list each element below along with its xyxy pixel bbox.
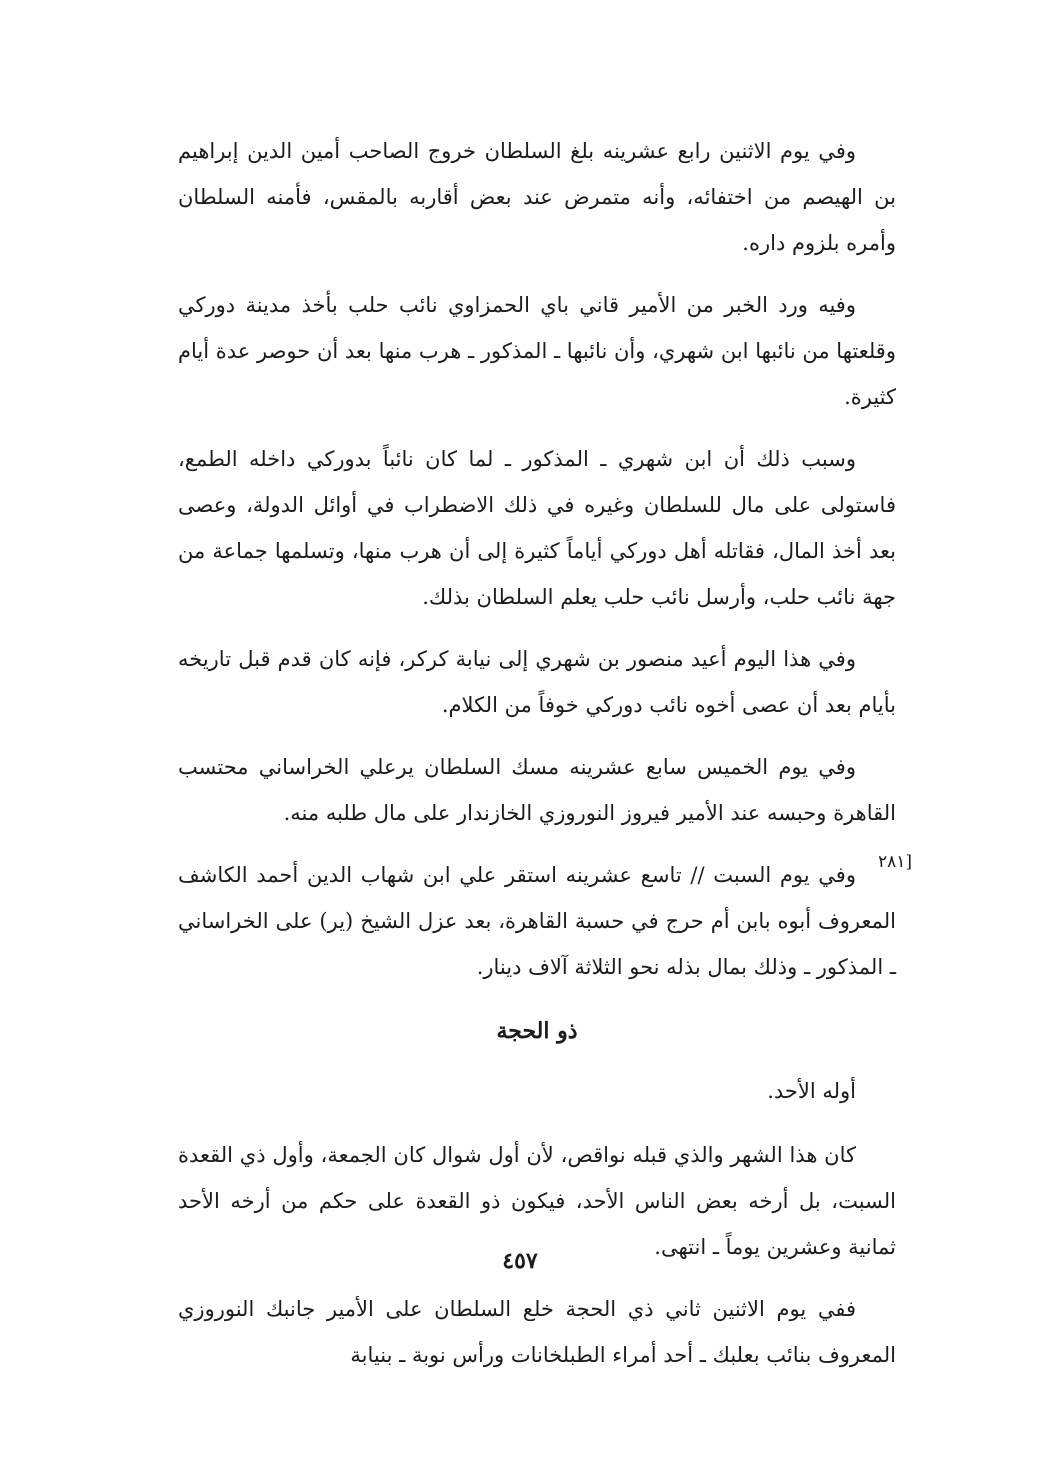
margin-reference: [٢٨١ [877, 852, 912, 872]
paragraph-5: وفي يوم الخميس سابع عشرينه مسك السلطان يرعلي الخراساني محتسب القاهرة وحبسه عند الأمير فيروز النوروزي الخازندار على مال طلبه منه. [178, 755, 896, 825]
paragraph-1: وفي يوم الاثنين رابع عشرينه بلغ السلطان خروج الصاحب أمين الدين إبراهيم بن الهيصم من اختفائه، وأنه متمرض عند بعض أقاربه بالمقس، فأمنه السلطان وأمره بلزوم داره. [178, 139, 897, 255]
section-heading: ذو الحجة [496, 1018, 578, 1044]
paragraph-7: كان هذا الشهر والذي قبله نواقص، لأن أول شوال كان الجمعة، وأول ذي القعدة السبت، بل أرخه بعض الناس الأحد، فيكون ذو القعدة على حكم من أرخه الأحد ثمانية وعشرين يوماً ـ انتهى. [178, 1143, 896, 1259]
paragraph-8: ففي يوم الاثنين ثاني ذي الحجة خلع السلطان على الأمير جانبك النوروزي المعروف بنائب بعلبك ـ أحد أمراء الطبلخانات ورأس نوبة ـ بنيابة [178, 1297, 896, 1367]
page-number: ٤٥٧ [502, 1248, 538, 1274]
paragraph-4: وفي هذا اليوم أعيد منصور بن شهري إلى نيابة كركر، فإنه كان قدم قبل تاريخه بأيام بعد أن عصى أخوه نائب دوركي خوفاً من الكلام. [178, 647, 896, 717]
main-text [178, 128, 912, 1394]
paragraph-6-wrapper [178, 852, 912, 990]
section-first-line: أوله الأحد. [767, 1079, 856, 1103]
paragraph-6: وفي يوم السبت // تاسع عشرينه استقر علي ابن شهاب الدين أحمد الكاشف المعروف أبوه بابن أم حرج في حسبة القاهرة، بعد عزل الشيخ (ير) على الخراساني ـ المذكور ـ وذلك بمال بذله نحو الثلاثة آلاف دينار. [178, 863, 896, 979]
paragraph-2: وفيه ورد الخبر من الأمير قاني باي الحمزاوي نائب حلب بأخذ مدينة دوركي وقلعتها من نائبها ابن شهري، وأن نائبها ـ المذكور ـ هرب منها بعد أن حوصر عدة أيام كثيرة. [178, 293, 896, 409]
paragraph-3: وسبب ذلك أن ابن شهري ـ المذكور ـ لما كان نائباً بدوركي داخله الطمع، فاستولى على مال للسلطان وغيره في ذلك الاضطراب في أوائل الدولة، وعصى بعد أخذ المال، فقاتله أهل دوركي أياماً كثيرة إلى أن هرب منها، وتسلمها جماعة من جهة نائب حلب، وأرسل نائب حلب يعلم السلطان بذلك. [178, 447, 896, 609]
